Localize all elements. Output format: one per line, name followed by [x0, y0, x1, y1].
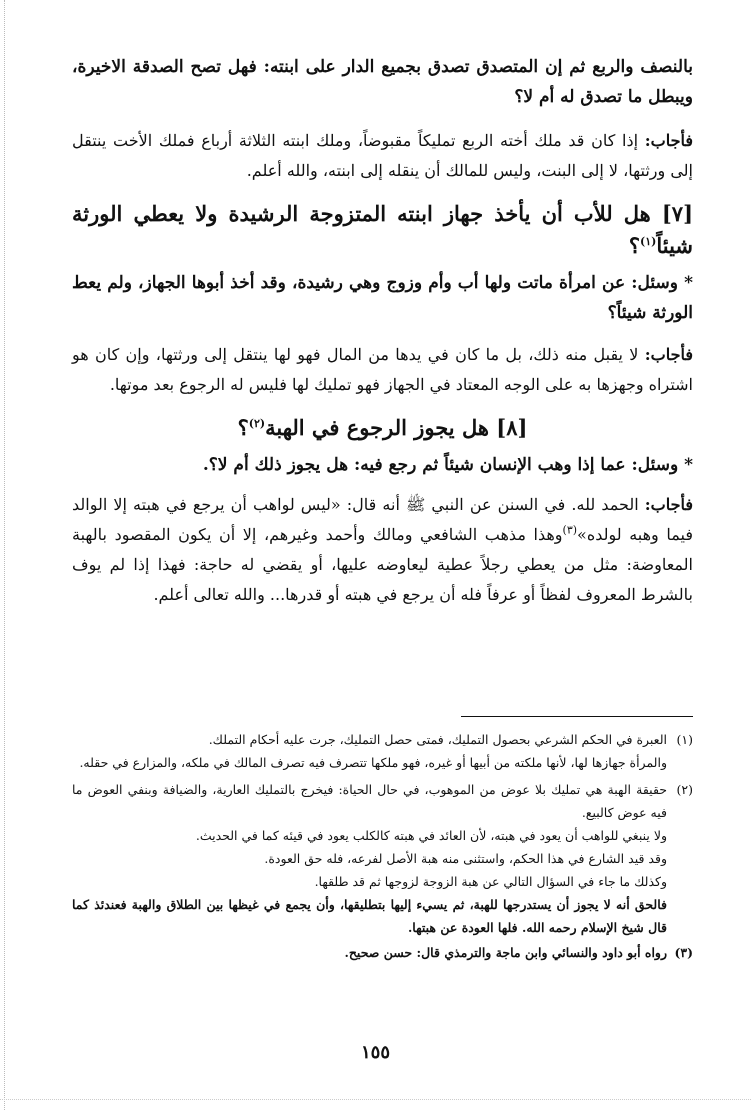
question-3: * وسئل: عما إذا وهب الإنسان شيئاً ثم رجع فيه: هل يجوز ذلك أم لا؟. — [202, 455, 693, 475]
answer-text-part1: الحمد لله. في السنن عن النبي ﷺ أنه قال: «ليس لواهب أن يرجع في هبته إلا الوالد فيما وهبه لولده» — [72, 495, 693, 544]
section-heading-7 — [72, 198, 693, 262]
footnote-ref: (٢) — [248, 417, 266, 430]
answer-text: إذا كان قد ملك أخته الربع تمليكاً مقبوضاً، وملك ابنته الثلاثة أرباع فملك الأخت ينتقل إلى ورثتها، لا إلى البنت، وليس للمالك أن ينقله إلى ابنته، والله أعلم. — [72, 131, 693, 180]
answer-lead: فأجاب: — [644, 495, 693, 514]
question-2: * وسئل: عن امرأة ماتت ولها أب وأم وزوج وهي رشيدة، وقد أخذ أبوها الجهاز، ولم يعط الورثة شيئاً؟ — [72, 273, 693, 323]
answer-2 — [72, 340, 693, 400]
section-heading-8 — [72, 412, 693, 444]
footnote-number: (١) — [676, 732, 693, 747]
footnotes — [72, 728, 693, 964]
heading-qmark: ؟ — [237, 415, 249, 440]
footnote-text: رواه أبو داود والنسائي وابن ماجة والترمذي قال: حسن صحيح. — [344, 945, 667, 960]
footnote-1-line-2: والمرأة جهازها لها، لأنها ملكته من أبيها أو غيره، فهو ملكها تتصرف فيه تصرف المالك في ملكه، والمزارع في حقله. — [79, 755, 667, 770]
scan-edge-bottom — [0, 1099, 751, 1100]
footnote-2-line-5: فالحق أنه لا يجوز أن يستدرجها للهبة، ثم يسيء إليها بتطليقها، وأن يجمع في غيظها بين الطلاق والهبة فعندئذ كما قال شيخ الإسلام رحمه الله. فلها العودة عن هبتها. — [72, 897, 667, 935]
question-continuation: بالنصف والربع ثم إن المتصدق تصدق بجميع الدار على ابنته: فهل تصح الصدقة الاخيرة، ويبطل ما تصدق له أم لا؟ — [72, 57, 693, 107]
footnote-2-line-4: وكذلك ما جاء في السؤال التالي عن هبة الزوجة لزوجها ثم قد طلقها. — [314, 874, 667, 889]
footnote-text: العبرة في الحكم الشرعي بحصول التمليك، فمتى حصل التمليك، جرت عليه أحكام التملك. — [208, 732, 667, 747]
scan-edge-left — [4, 0, 5, 1110]
answer-text-part2: وهذا مذهب الشافعي ومالك وأحمد وغيرهم، إلا أن يكون المقصود بالهبة المعاوضة: مثل من يعطي رجلاً عطية ليعاوضه عليها، أو يقضي له حاجة: فهذا إذا لم يوف بالشرط المعروف لفظاً أو عرفاً فله أن يرجع في هبته أو قدرها... والله تعالى أعلم. — [72, 525, 693, 604]
footnote-2-line-3: وقد قيد الشارع في هذا الحكم، واستثنى منه هبة الأصل لفرعه، فله حق العودة. — [264, 851, 667, 866]
footnote-ref: (١) — [639, 235, 657, 248]
answer-text: لا يقبل منه ذلك، بل ما كان في يدها من المال فهو لها ينتقل إلى ورثتها، وإن كان هو اشتراه وجهزها به على الوجه المعتاد في الجهاز فهو تمليك لها فليس له الرجوع بعد موتها. — [72, 345, 693, 394]
footnote-3 — [72, 941, 693, 964]
footnote-text: حقيقة الهبة هي تمليك بلا عوض من الموهوب، في حال الحياة: فيخرج بالتمليك العارية، والضيافة وبنفي العوض ما فيه عوض كالبيع. — [72, 782, 667, 820]
answer-3 — [72, 490, 693, 610]
heading-text: [٨] هل يجوز الرجوع في الهبة — [265, 415, 528, 440]
answer-1 — [72, 126, 693, 186]
footnote-1 — [72, 728, 693, 751]
footnote-2 — [72, 778, 693, 824]
footnote-divider — [461, 716, 693, 717]
footnote-2-line-2: ولا ينبغي للواهب أن يعود في هبته، لأن العائد في هبته كالكلب يعود في قيئه كما في الحديث. — [195, 828, 667, 843]
answer-lead: فأجاب: — [644, 345, 693, 364]
answer-lead: فأجاب: — [644, 131, 693, 150]
heading-text: [٧] هل للأب أن يأخذ جهاز ابنته المتزوجة الرشيدة ولا يعطي الورثة شيئاً — [72, 201, 693, 258]
footnote-ref: (٣) — [562, 523, 578, 537]
footnote-number: (٣) — [674, 945, 693, 960]
footnote-number: (٢) — [676, 782, 693, 797]
page-number: ١٥٥ — [360, 1042, 390, 1063]
heading-qmark: ؟ — [628, 233, 640, 258]
main-text — [72, 52, 693, 610]
